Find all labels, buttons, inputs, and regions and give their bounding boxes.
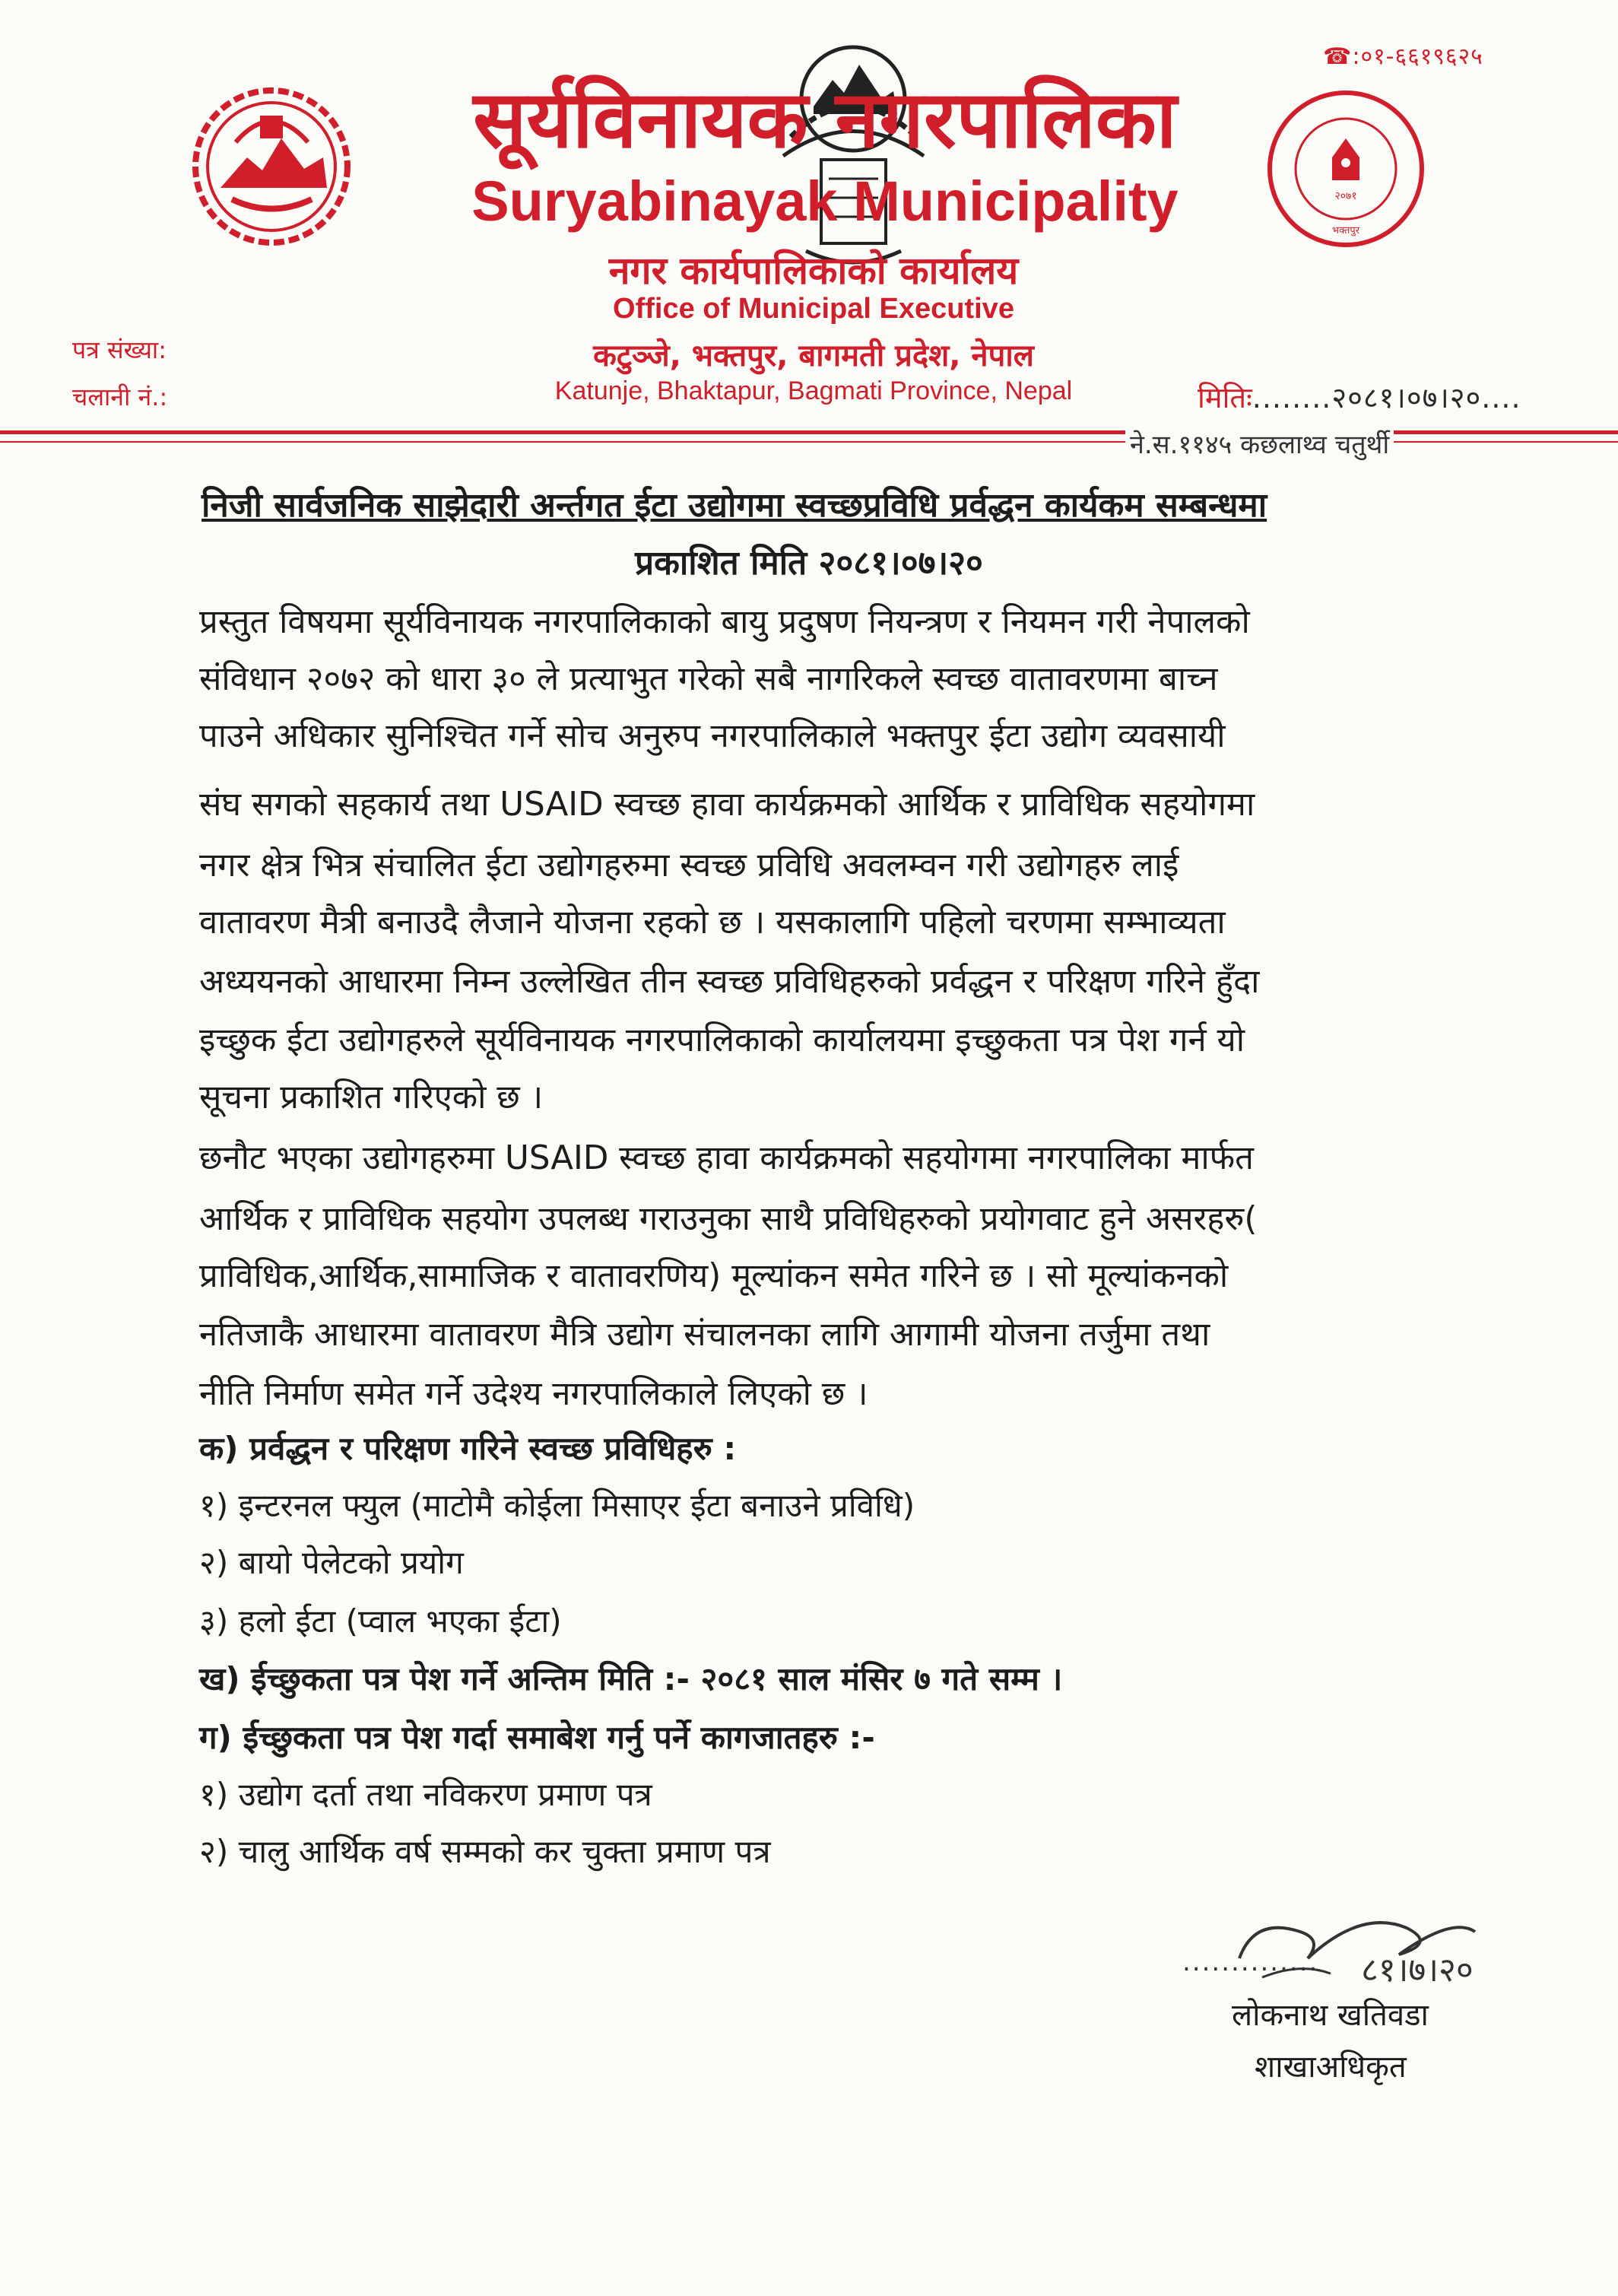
paragraph2-line: नीति निर्माण समेत गर्ने उदेश्य नगरपालिकाले लिएको छ ।: [199, 1375, 868, 1413]
office-name-english: Office of Municipal Executive: [613, 293, 1014, 325]
nepal-sambat-date: ने.स.११४५ कछलाथ्व चतुर्थी: [1125, 426, 1394, 461]
paragraph2-line: प्राविधिक,आर्थिक,सामाजिक र वातावरणिय) मूल्यांकन समेत गरिने छ । सो मूल्यांकनको: [199, 1257, 1229, 1295]
notice-subject: निजी सार्वजनिक साझेदारी अर्न्तगत ईटा उद्योगमा स्वच्छप्रविधि प्रर्वद्धन कार्यकम सम्बन्धमा: [201, 486, 1267, 525]
paragraph1-line: संविधान २०७२ को धारा ३० ले प्रत्याभुत गरेको सबै नागरिकले स्वच्छ वातावरणमा बाच्न: [199, 660, 1218, 698]
address-nepali: कटुञ्जे, भक्तपुर, बागमती प्रदेश, नेपाल: [593, 338, 1034, 373]
paragraph1-line: इच्छुक ईटा उद्योगहरुले सूर्यविनायक नगरपालिकाको कार्यालयमा इच्छुकता पत्र पेश गर्न यो: [199, 1021, 1245, 1059]
paragraph1-line: प्रस्तुत विषयमा सूर्यविनायक नगरपालिकाको बायु प्रदुषण नियन्त्रण र नियमन गरी नेपालको: [199, 603, 1250, 641]
letter-number-label: पत्र संख्या:: [72, 335, 167, 364]
signer-name: लोकनाथ खतिवडा: [1232, 1998, 1429, 2033]
signature-line: ..............: [1182, 1947, 1319, 1977]
technology-item: २) बायो पेलेटको प्रयोग: [199, 1544, 464, 1581]
signer-title: शाखाअधिकृत: [1255, 2050, 1407, 2085]
paragraph1-line: अध्ययनको आधारमा निम्न उल्लेखित तीन स्वच्छ प्रविधिहरुको प्रर्वद्धन र परिक्षण गरिने हुँदा: [199, 963, 1260, 1001]
address-english: Katunje, Bhaktapur, Bagmati Province, Nepal: [554, 376, 1073, 405]
nepal-emblem-icon: [190, 85, 354, 249]
dispatch-number-label: चलानी नं.:: [72, 383, 168, 411]
paragraph1-line: नगर क्षेत्र भित्र संचालित ईटा उद्योगहरुमा स्वच्छ प्रविधि अवलम्वन गरी उद्योगहरु लाई: [199, 846, 1179, 884]
office-name-nepali: नगर कार्यपालिकाको कार्यालय: [608, 249, 1019, 293]
document-item: २) चालु आर्थिक वर्ष सम्मको कर चुक्ता प्रमाण पत्र: [199, 1833, 771, 1870]
handwritten-signature: [1209, 1886, 1543, 2000]
municipality-seal-stamp: [1262, 85, 1429, 252]
paragraph2-line: आर्थिक र प्राविधिक सहयोग उपलब्ध गराउनुका साथै प्रविधिहरुको प्रयोगवाट हुने असरहरु(: [199, 1200, 1258, 1238]
signature-date: ८१।७।२०: [1361, 1951, 1474, 1990]
stamp-place: भक्तपुर: [1331, 225, 1360, 237]
stamp-year: २०७१: [1334, 190, 1357, 202]
section-kha-deadline: ख) ईच्छुकता पत्र पेश गर्ने अन्तिम मिति :- २०८१ साल मंसिर ७ गते सम्म ।: [199, 1660, 1063, 1697]
technology-item: ३) हलो ईटा (प्वाल भएका ईटा): [199, 1602, 562, 1640]
paragraph2-line: नतिजाकै आधारमा वातावरण मैत्रि उद्योग संचालनका लागि आगामी योजना तर्जुमा तथा: [199, 1316, 1210, 1354]
paragraph1-line: पाउने अधिकार सुनिश्चित गर्ने सोच अनुरुप नगरपालिकाले भक्तपुर ईटा उद्योग व्यवसायी: [199, 717, 1226, 755]
paragraph2-line: छनौट भएका उद्योगहरुमा USAID स्वच्छ हावा कार्यक्रमको सहयोगमा नगरपालिका मार्फत: [199, 1139, 1254, 1177]
municipality-title-english: Suryabinayak Municipality: [471, 170, 1179, 233]
date-value: ........२०८१।०७।२०....: [1252, 381, 1521, 414]
published-date: प्रकाशित मिति २०८१।०७।२०: [635, 544, 983, 583]
municipality-title-nepali: सूर्यविनायक नगरपालिका: [473, 73, 1177, 166]
phone-number: ☎:०१-६६१९६२५: [1323, 43, 1483, 70]
paragraph1-line: वातावरण मैत्री बनाउदै लैजाने योजना रहको छ । यसकालागि पहिलो चरणमा सम्भाव्यता: [199, 903, 1226, 942]
date-label: मितिः: [1198, 381, 1252, 414]
paragraph1-line: संघ सगको सहकार्य तथा USAID स्वच्छ हावा कार्यक्रमको आर्थिक र प्राविधिक सहयोगमा: [199, 786, 1255, 824]
section-ga-heading: ग) ईच्छुकता पत्र पेश गर्दा समाबेश गर्नु पर्ने कागजातहरु :-: [199, 1719, 875, 1756]
date-field: [1198, 377, 1521, 417]
section-ka-heading: क) प्रर्वद्धन र परिक्षण गरिने स्वच्छ प्रविधिहरु :: [199, 1430, 737, 1467]
document-item: १) उद्योग दर्ता तथा नविकरण प्रमाण पत्र: [199, 1776, 652, 1813]
paragraph1-line: सूचना प्रकाशित गरिएको छ ।: [199, 1078, 544, 1116]
technology-item: १) इन्टरनल फ्युल (माटोमै कोईला मिसाएर ईटा बनाउने प्रविधि): [199, 1487, 915, 1524]
